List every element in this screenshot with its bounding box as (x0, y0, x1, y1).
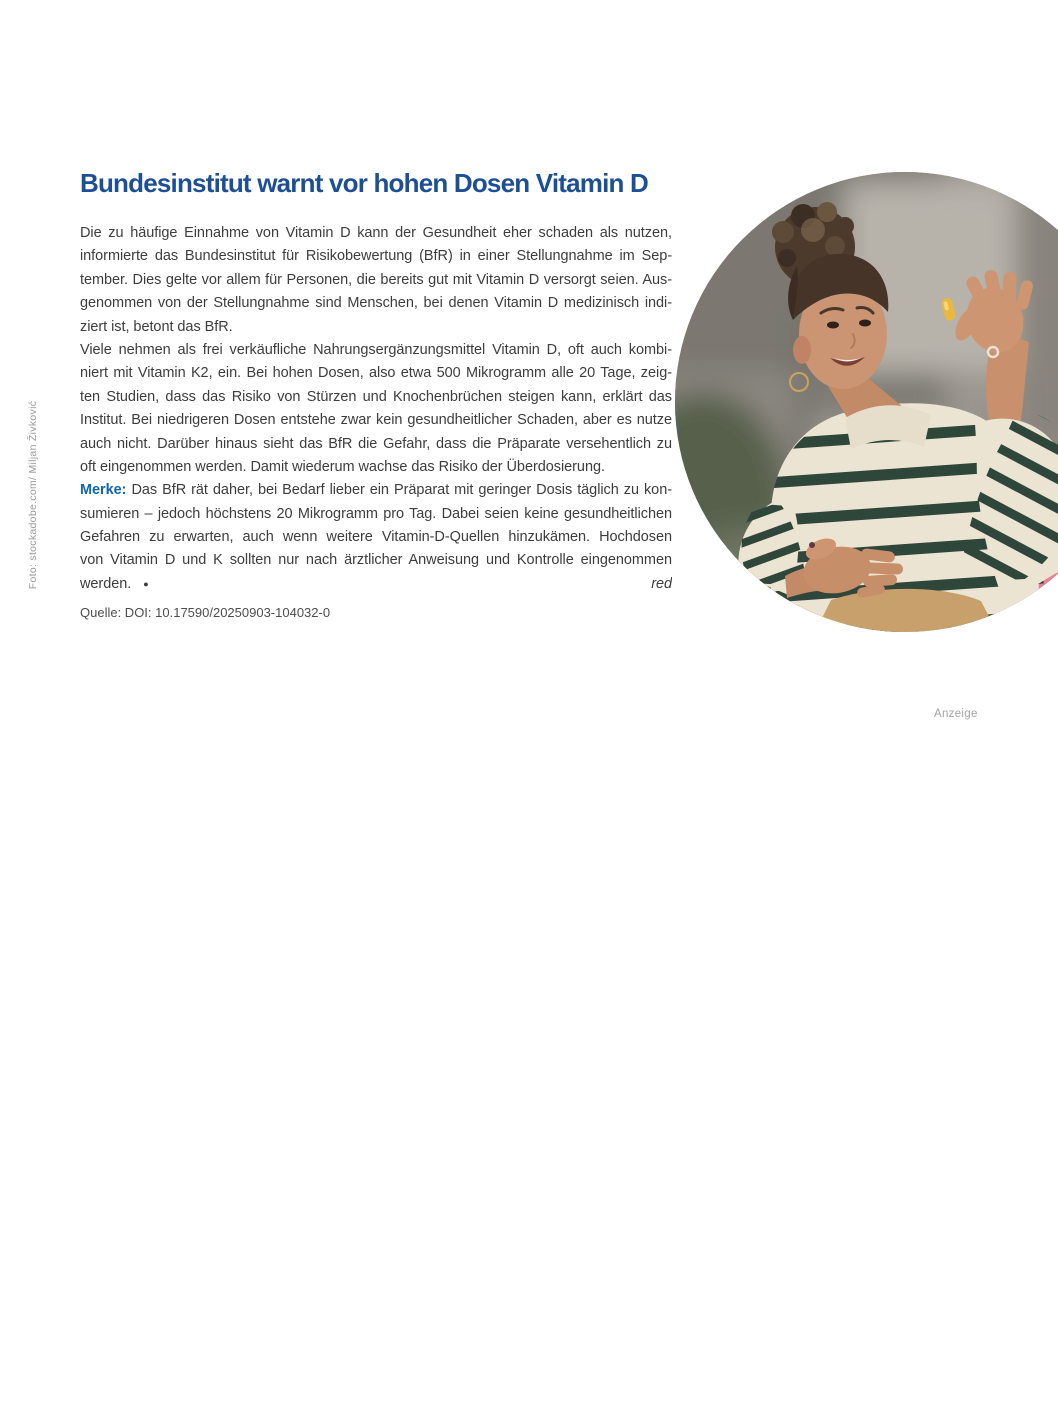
article-line (80, 362, 672, 385)
anzeige-label: Anzeige (934, 708, 978, 720)
article-line-text: ten Studien, dass das Risiko von Stürzen und Knochenbrüchen steigen kann, erklärt das (80, 388, 672, 405)
article-line (80, 409, 672, 432)
article-photo (675, 172, 1058, 632)
article-line-text: werden. (80, 575, 132, 592)
article-line-text: niert mit Vitamin K2, ein. Bei hohen Dosen, also etwa 500 Mikrogramm alle 20 Tage, zeig- (80, 365, 672, 382)
article-line-text: tember. Dies gelte vor allem für Personen, die bereits gut mit Vitamin D versorgt seien. Aus- (80, 271, 672, 288)
article-line-text: genommen von der Stellungnahme sind Menschen, bei denen Vitamin D medizinisch indi- (80, 295, 672, 312)
article-line (80, 526, 672, 549)
article-line (80, 222, 672, 245)
headline: Bundesinstitut warnt vor hohen Dosen Vitamin D (80, 168, 648, 198)
article-line-text: oft eingenommen werden. Damit wiederum wachse das Risiko der Überdosierung. (80, 458, 605, 475)
article-line-text: auch nicht. Darüber hinaus sieht das BfR die Gefahr, dass die Präparate versehentlich zu (80, 435, 672, 452)
article-line (80, 433, 672, 456)
article-line-text: Viele nehmen als frei verkäufliche Nahrungsergänzungsmittel Vitamin D, oft auch kombi- (80, 341, 672, 358)
article-line (80, 456, 672, 479)
article-line (80, 269, 672, 292)
article-line (80, 245, 672, 268)
article-line-text: sumieren – jedoch höchstens 20 Mikrogramm pro Tag. Dabei seien keine gesundheitlichen (80, 505, 672, 522)
article-line (80, 339, 672, 362)
article-line-text: Institut. Bei niedrigeren Dosen entstehe zwar kein gesundheitlicher Schaden, aber es nutze (80, 412, 672, 429)
article-line (80, 549, 672, 572)
article-line (80, 316, 672, 339)
article-line (80, 292, 672, 315)
author-credit: red (651, 575, 672, 592)
source-line: Quelle: DOI: 10.17590/20250903-104032-0 (80, 605, 331, 621)
photo-credit-text: Foto: stockadobe.com/ Miljan Živković (27, 400, 39, 590)
article-line-text: informierte das Bundesinstitut für Risikobewertung (BfR) in einer Stellungnahme im Sep- (80, 248, 672, 265)
end-bullet: ● (143, 579, 149, 590)
merke-label: Merke: (80, 482, 127, 499)
article-line (80, 573, 672, 596)
article-line-text: Das BfR rät daher, bei Bedarf lieber ein Präparat mit geringer Dosis täglich zu kon- (131, 482, 672, 499)
article-line-text: Gefahren zu erwarten, auch wenn weitere Vitamin-D-Quellen hinzukämen. Hochdosen (80, 529, 672, 546)
article-line (80, 503, 672, 526)
article-line (80, 386, 672, 409)
article-body (80, 222, 672, 596)
woman-photo-illustration (675, 172, 1058, 632)
article-line-text: von Vitamin D und K sollten nur nach ärztlicher Anweisung und Kontrolle eingenommen (80, 552, 672, 569)
article-line-text: ziert ist, betont das BfR. (80, 318, 233, 335)
article (80, 168, 672, 620)
article-line (80, 479, 672, 502)
article-line-text: Die zu häufige Einnahme von Vitamin D kann der Gesundheit eher schaden als nutzen, (80, 225, 672, 241)
